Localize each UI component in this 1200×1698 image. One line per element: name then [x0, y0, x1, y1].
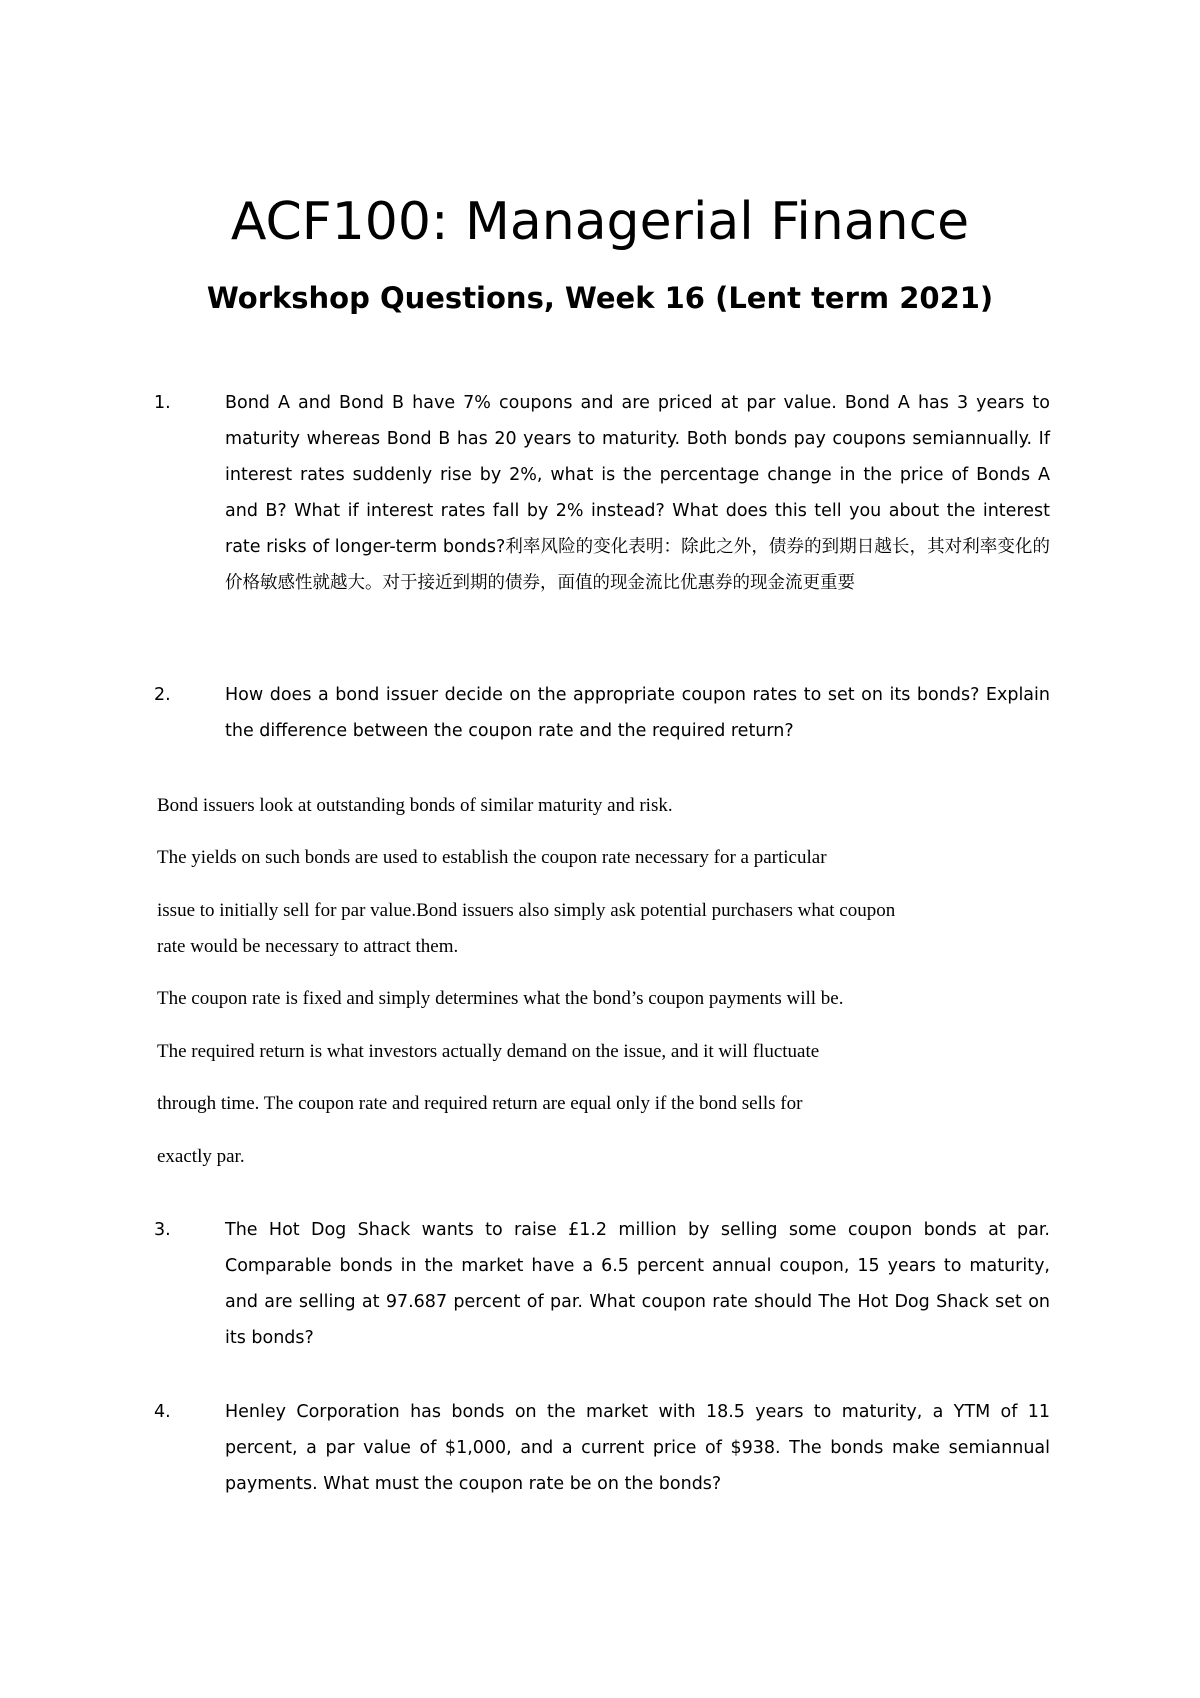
question-text: The Hot Dog Shack wants to raise £1.2 million by selling some coupon bonds at par. Comparable bonds in the market have a 6.5 percent annual coupon, 15 years to maturity, and are selling at 97.687 percent of par. What coupon rate should The Hot Dog Shack set on its bonds? [225, 1220, 1050, 1348]
question-number: 2. [154, 685, 171, 705]
answer-line: Bond issuers look at outstanding bonds of similar maturity and risk. [157, 795, 673, 816]
question-number: 4. [154, 1402, 171, 1422]
answer-line: The yields on such bonds are used to establish the coupon rate necessary for a particular [157, 847, 827, 868]
question-2 [154, 677, 1050, 749]
question-text: Bond A and Bond B have 7% coupons and are priced at par value. Bond A has 3 years to maturity whereas Bond B has 20 years to maturity. Both bonds pay coupons semiannually. If interest rates suddenly rise by 2%, what is the percentage change in the price of Bonds A and B? What if interest rates fall by 2% instead? What does this tell you about the interest rate risks of longer-term bonds?利率风险的变化表明：除此之外，债券的到期日越长，其对利率变化的价格敏感性就越大。对于接近到期的债券，面值的现金流比优惠券的现金流更重要 [225, 393, 1050, 593]
answer-line: rate would be necessary to attract them. [157, 936, 459, 957]
question-4 [154, 1394, 1050, 1502]
question-3 [154, 1212, 1050, 1356]
answer-line: The coupon rate is fixed and simply determines what the bond’s coupon payments will be. [157, 988, 844, 1009]
answer-line: through time. The coupon rate and required return are equal only if the bond sells for [157, 1093, 803, 1114]
question-text: How does a bond issuer decide on the appropriate coupon rates to set on its bonds? Explain the difference between the coupon rate and the required return? [225, 685, 1050, 741]
document-subtitle: Workshop Questions, Week 16 (Lent term 2021) [206, 281, 994, 315]
question-number: 1. [154, 393, 171, 413]
question-text: Henley Corporation has bonds on the market with 18.5 years to maturity, a YTM of 11 percent, a par value of $1,000, and a current price of $938. The bonds make semiannual payments. What must the coupon rate be on the bonds? [225, 1402, 1050, 1494]
answer-line: exactly par. [157, 1146, 245, 1167]
question-1 [154, 385, 1050, 601]
answer-line: issue to initially sell for par value.Bond issuers also simply ask potential purchasers what coupon [157, 900, 896, 921]
question-number: 3. [154, 1220, 171, 1240]
document-title: ACF100: Managerial Finance [230, 192, 970, 252]
answer-line: The required return is what investors actually demand on the issue, and it will fluctuate [157, 1041, 820, 1062]
